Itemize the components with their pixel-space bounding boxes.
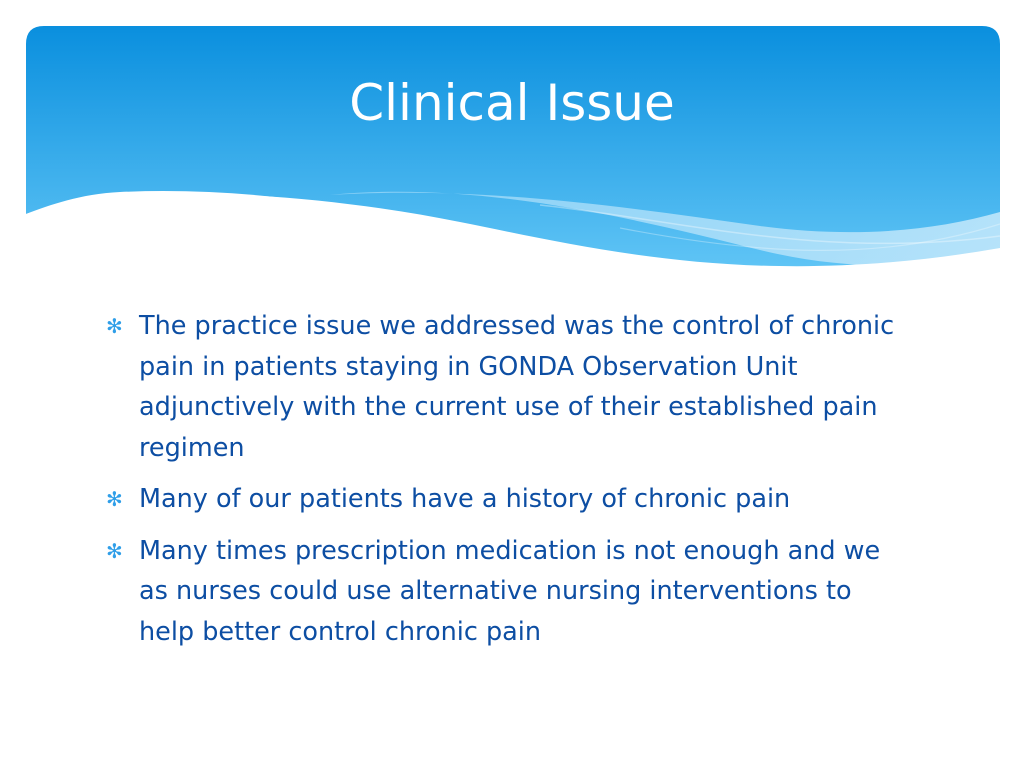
bullet-item	[106, 306, 906, 468]
slide-title: Clinical Issue	[349, 74, 675, 132]
bullet-list	[106, 306, 906, 663]
bullet-text: Many times prescription medication is not enough and we as nurses could use alternative nursing interventions to help better control chronic pain	[139, 535, 881, 647]
header-banner	[0, 0, 1024, 300]
bullet-item	[106, 531, 906, 653]
bullet-text: Many of our patients have a history of chronic pain	[139, 484, 791, 514]
bullet-text: The practice issue we addressed was the control of chronic pain in patients staying in GONDA Observation Unit adjunctively with the current use of their established pain regimen	[139, 311, 895, 463]
asterisk-bullet-icon: ✻	[106, 538, 123, 563]
asterisk-bullet-icon: ✻	[106, 314, 123, 338]
asterisk-bullet-icon: ✻	[106, 487, 123, 511]
bullet-item	[106, 479, 906, 520]
